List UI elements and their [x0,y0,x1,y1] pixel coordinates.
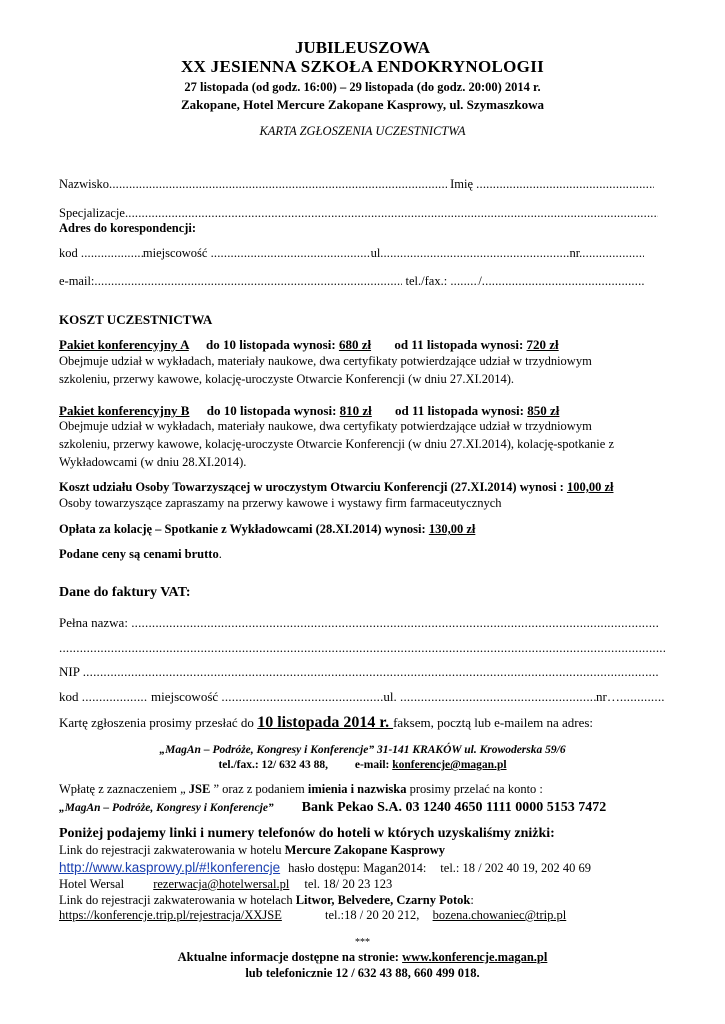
bank-account: Bank Pekao S.A. 03 1240 4650 1111 0000 5153 7472 [301,800,607,815]
organizer-contact [0,759,725,771]
package-a-late-price: 720 zł [526,337,559,352]
kasprowy-password: hasło dostępu: Magan2014: [288,861,427,875]
kasprowy-hotel-name: Mercure Zakopane Kasprowy [284,843,446,857]
package-b-row [59,403,559,419]
email-label: e-mail: [59,274,95,288]
trip-intro: Link do rejestracji zakwaterowania w hotelach [59,893,296,907]
submission-text-before: Kartę zgłoszenia prosimy przesłać do [59,715,258,730]
invoice-city-field[interactable] [221,689,383,705]
address-heading: Adres do korespondencji: [59,221,197,235]
footer-separator: *** [355,937,370,948]
costs-heading: KOSZT UCZESTNICTWA [59,312,213,327]
number-label: nr. [569,246,583,260]
header-dates: 27 listopada (od godz. 16:00) – 29 listopada (do godz. 20:00) 2014 r. [184,80,541,94]
specialization-field[interactable] [125,206,658,221]
dinner-label: Opłata za kolację – Spotkanie z Wykładowcami (28.XI.2014) wynosi: [59,522,429,536]
code-label: kod [59,246,81,260]
invoice-address-row[interactable] [59,689,664,705]
first-name-label: Imię [450,177,477,191]
phone-field[interactable] [482,274,644,289]
kasprowy-intro-row [59,843,445,858]
specialization-row[interactable] [59,206,658,221]
invoice-city-label: miejscowość [147,689,222,704]
package-b-desc-2: szkoleniu, przerwy kawowe, kolację-uroczyste Otwarcie Konferencji (w dniu 27.XI.2014), kolację-spotkanie z [59,437,614,451]
payment-text-3: prosimy przelać na konto : [406,782,543,796]
wersal-email-link[interactable]: rezerwacja@hotelwersal.pl [153,877,290,891]
footer-phone-row: lub telefonicznie 12 / 632 43 88, 660 499 018. [245,966,480,980]
gross-note-end: . [218,547,222,561]
street-label: ul. [370,246,384,260]
invoice-name-field-2[interactable] [59,640,665,656]
trip-link[interactable]: https://konferencje.trip.pl/rejestracja/XXJSE [59,908,282,922]
surname-field[interactable] [109,177,447,192]
payment-account-row [59,798,606,816]
dinner-price: 130,00 zł [428,522,476,536]
kasprowy-intro: Link do rejestracji zakwaterowania w hotelu [59,843,285,857]
organizer-address: „MagAn – Podróże, Kongresy i Konferencje” 31-141 KRAKÓW ul. Krowoderska 59/6 [159,744,566,756]
nip-label: NIP [59,664,83,679]
package-a-desc-1: Obejmuje udział w wykładach, materiały naukowe, dwa certyfikaty potwierdzające udział w trzydniowym [59,354,592,368]
package-b-name: Pakiet konferencyjny B [59,403,190,418]
wersal-phone: tel. 18/ 20 23 123 [304,877,393,891]
form-title: KARTA ZGŁOSZENIA UCZESTNICTWA [259,124,466,138]
package-b-early-label: do 10 listopada wynosi: [206,403,340,418]
invoice-name-continuation[interactable] [59,640,665,656]
organizer-email-link[interactable]: konferencje@magan.pl [392,759,507,771]
footer-info-label: Aktualne informacje dostępne na stronie: [177,950,403,964]
package-b-early-price: 810 zł [339,403,372,418]
package-b-desc-3: Wykładowcami (w dniu 28.XI.2014). [59,455,247,469]
invoice-heading: Dane do faktury VAT: [59,585,191,600]
wersal-name: Hotel Wersal [59,877,125,891]
header-title-1: JUBILEUSZOWA [294,38,431,57]
gross-note [59,547,222,562]
footer-website-link[interactable]: www.konferencje.magan.pl [402,950,548,964]
trip-link-row [59,908,566,923]
footer-info-row [0,950,725,965]
nip-field[interactable] [83,664,659,680]
address-row[interactable] [59,246,644,261]
invoice-code-field[interactable] [82,689,148,705]
kasprowy-link-row [59,859,591,877]
header-venue: Zakopane, Hotel Mercure Zakopane Kasprowy, ul. Szymaszkowa [181,97,544,112]
trip-hotel-names: Litwor, Belvedere, Czarny Potok [295,893,471,907]
city-field[interactable] [211,246,371,261]
submission-deadline: 10 listopada 2014 r. [257,714,394,731]
companion-row [59,480,613,495]
city-label: miejscowość [142,246,211,260]
surname-row[interactable] [59,177,654,192]
gross-note-bold: Podane ceny są cenami brutto [59,547,219,561]
package-a-early-price: 680 zł [338,337,372,352]
package-a-name: Pakiet konferencyjny A [59,337,189,352]
package-a-late-label: od 11 listopada wynosi: [394,337,527,352]
payment-organizer: „MagAn – Podróże, Kongresy i Konferencje” [59,802,274,814]
surname-label: Nazwisko [59,177,109,191]
payment-instructions [59,782,543,797]
kasprowy-phone: tel.: 18 / 202 40 19, 202 40 69 [440,861,591,875]
dinner-row [59,522,475,537]
number-field[interactable] [582,246,644,261]
code-field[interactable] [81,246,143,261]
phone-prefix-field[interactable] [450,274,478,289]
email-field[interactable] [94,274,402,289]
trip-email-link[interactable]: bozena.chowaniec@trip.pl [432,908,567,922]
companion-label: Koszt udziału Osoby Towarzyszącej w uroczystym Otwarciu Konferencji (27.XI.2014) wynosi : [59,480,567,494]
hotels-heading: Poniżej podajemy linki i numery telefonów do hoteli w których uzyskaliśmy zniżki: [59,826,555,841]
kasprowy-link[interactable]: http://www.kasprowy.pl/#!konferencje [59,860,281,875]
organizer-email-label: e-mail: [354,759,393,771]
trip-intro-row [59,893,474,908]
specialization-label: Specjalizacje [59,206,125,220]
phone-separator: / [478,274,482,288]
street-field[interactable] [383,246,569,261]
invoice-street-label: ul. [383,689,401,704]
header-title-2: XX JESIENNA SZKOŁA ENDOKRYNOLOGII [180,57,545,76]
invoice-code-label: kod [59,689,82,704]
first-name-field[interactable] [476,177,654,192]
invoice-street-field[interactable] [400,689,596,705]
package-a-row [59,337,559,353]
payment-text-2: ” oraz z podaniem [210,782,308,796]
invoice-name-field[interactable] [131,615,658,631]
package-a-desc-2: szkoleniu, przerwy kawowe, kolację-uroczyste Otwarcie Konferencji (w dniu 27.XI.2014). [59,372,515,386]
companion-note: Osoby towarzyszące zapraszamy na przerwy kawowe i wystawy firm farmaceutycznych [59,496,502,510]
package-b-desc-1: Obejmuje udział w wykładach, materiały naukowe, dwa certyfikaty potwierdzające udział w trzydniowym [59,419,592,433]
wersal-row [59,877,392,892]
invoice-number-label: nr [596,689,607,704]
organizer-phone: tel./fax.: 12/ 632 43 88, [218,759,328,771]
email-row[interactable] [59,274,644,289]
submission-row [59,714,593,732]
companion-price: 100,00 zł [566,480,614,494]
trip-phone: tel.:18 / 20 20 212, [324,908,420,922]
trip-colon: : [470,893,474,907]
package-b-late-price: 850 zł [527,403,560,418]
payment-name-required: imienia i nazwiska [307,782,407,796]
invoice-nip-row[interactable] [59,664,659,680]
invoice-number-field[interactable] [620,689,664,705]
submission-text-after: faksem, pocztą lub e-mailem na adres: [393,715,594,730]
invoice-number-tail: … [606,689,620,704]
invoice-name-row[interactable] [59,615,658,631]
payment-code: JSE [188,782,211,796]
payment-text-1: Wpłatę z zaznaczeniem „ [59,782,189,796]
invoice-name-label: Pełna nazwa: [59,615,132,630]
package-b-late-label: od 11 listopada wynosi: [395,403,528,418]
package-a-early-label: do 10 listopada wynosi: [206,337,339,352]
phone-label: tel./fax.: [402,274,451,288]
